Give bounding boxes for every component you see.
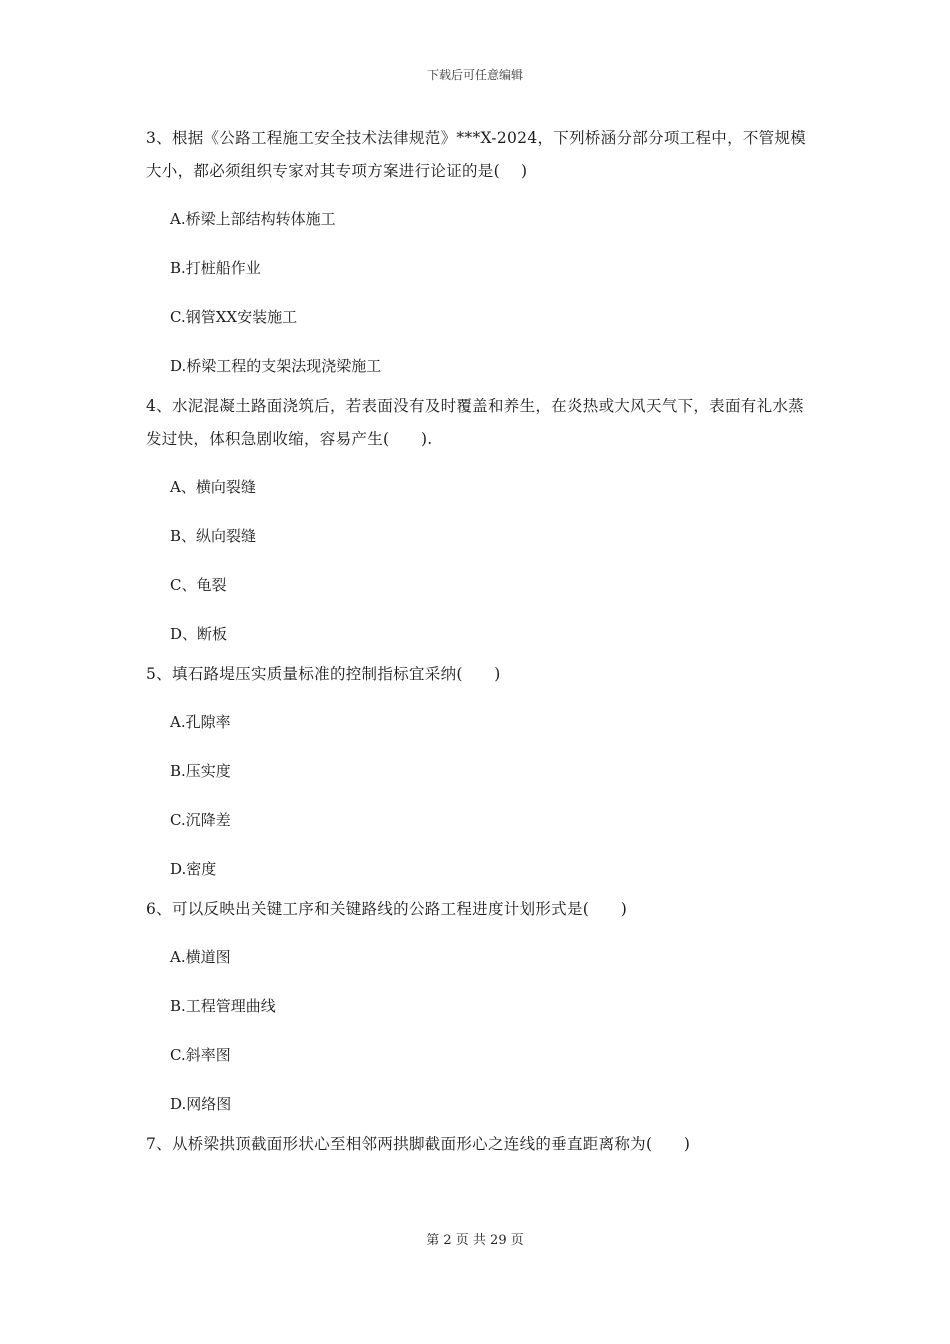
option-label: B.工程管理曲线 — [170, 996, 276, 1015]
question-6 — [146, 893, 814, 1128]
option-label: D.桥梁工程的支架法现浇梁施工 — [170, 356, 382, 375]
question-4 — [146, 390, 814, 658]
question-6-option-a — [146, 932, 814, 981]
question-6-option-d — [146, 1079, 814, 1128]
option-label: D.网络图 — [170, 1094, 232, 1113]
question-4-option-c — [146, 560, 814, 609]
option-label: C.钢管XX安装施工 — [170, 307, 298, 326]
question-6-text: 6、可以反映出关键工序和关键路线的公路工程进度计划形式是( ) — [146, 900, 628, 918]
question-5-option-a — [146, 697, 814, 746]
question-3-option-c — [146, 292, 814, 341]
question-4-option-a — [146, 462, 814, 511]
question-3 — [146, 122, 814, 390]
option-label: A.孔隙率 — [170, 712, 231, 731]
option-label: B.打桩船作业 — [170, 258, 261, 277]
question-3-text: 3、根据《公路工程施工安全技术法律规范》***X-2024，下列桥涵分部分项工程中，不管规模大小，都必须组织专家对其专项方案进行论证的是( ) — [146, 129, 807, 180]
question-5-option-c — [146, 795, 814, 844]
option-label: C、龟裂 — [170, 575, 227, 594]
question-5-option-d — [146, 844, 814, 893]
option-label: B.压实度 — [170, 761, 231, 780]
question-5-option-b — [146, 746, 814, 795]
option-label: C.沉降差 — [170, 810, 231, 829]
question-6-option-c — [146, 1030, 814, 1079]
option-label: A.桥梁上部结构转体施工 — [170, 209, 336, 228]
question-4-text: 4、水泥混凝土路面浇筑后，若表面没有及时覆盖和养生，在炎热或大风天气下，表面有礼水蒸发过快，体积急剧收缩，容易产生( ). — [146, 397, 804, 448]
option-label: A、横向裂缝 — [170, 477, 256, 496]
question-7 — [146, 1128, 814, 1161]
question-3-option-b — [146, 243, 814, 292]
option-label: D.密度 — [170, 859, 217, 878]
option-label: C.斜率图 — [170, 1045, 231, 1064]
question-3-option-d — [146, 341, 814, 390]
question-4-option-b — [146, 511, 814, 560]
option-label: A.横道图 — [170, 947, 231, 966]
option-label: B、纵向裂缝 — [170, 526, 257, 545]
question-6-option-b — [146, 981, 814, 1030]
option-label: D、断板 — [170, 624, 228, 643]
question-3-option-a — [146, 194, 814, 243]
question-5 — [146, 658, 814, 893]
question-list — [146, 122, 814, 1167]
page-header: 下载后可任意编辑 — [426, 68, 523, 82]
question-7-text: 7、从桥梁拱顶截面形状心至相邻两拱脚截面形心之连线的垂直距离称为( ) — [146, 1135, 691, 1153]
page-footer: 第 2 页 共 29 页 — [426, 1233, 524, 1248]
question-4-option-d — [146, 609, 814, 658]
question-5-text: 5、填石路堤压实质量标准的控制指标宜采纳( ) — [146, 665, 501, 683]
